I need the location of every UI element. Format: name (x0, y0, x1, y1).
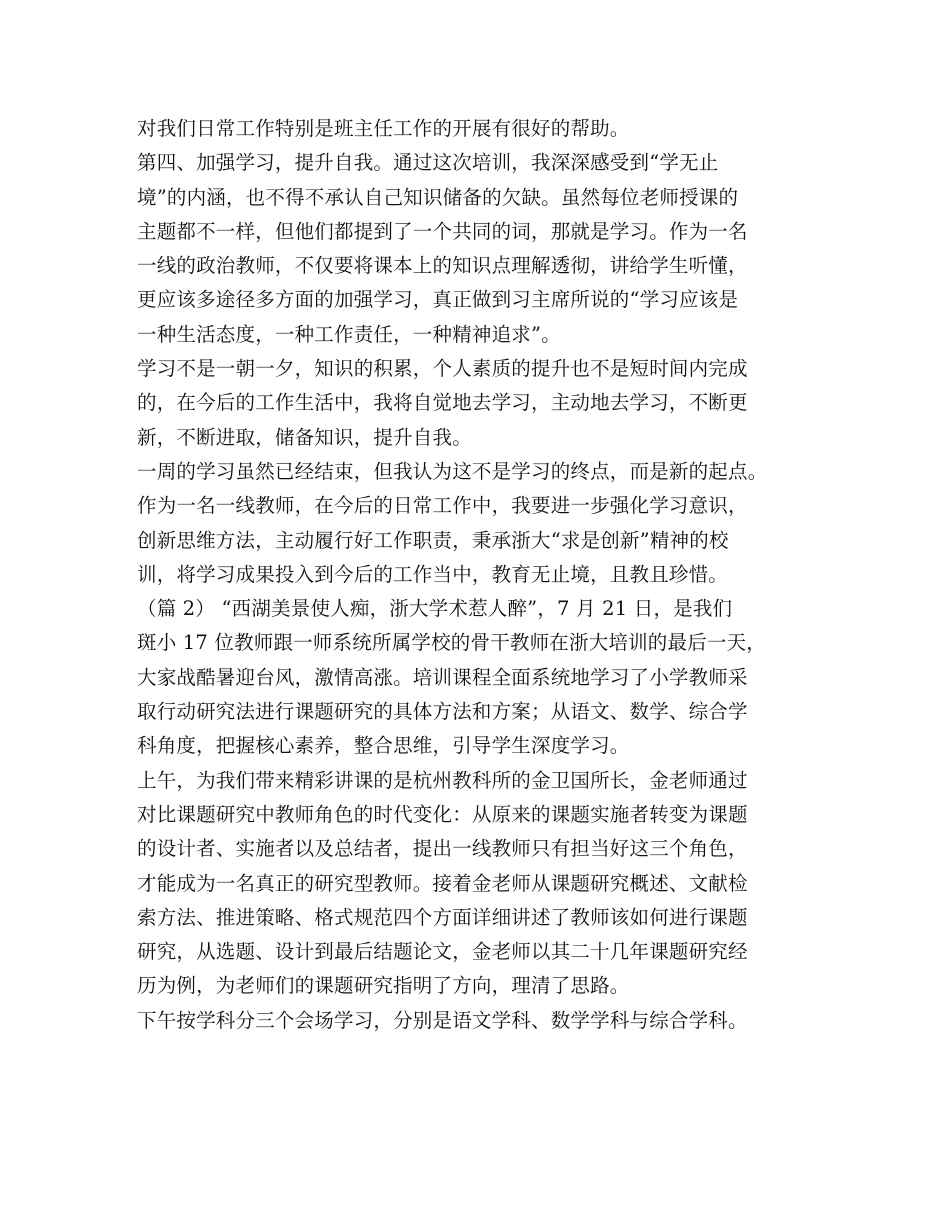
text-line: 历为例，为老师们的课题研究指明了方向，理清了思路。 (137, 974, 630, 998)
text-line: 的，在今后的工作生活中，我将自觉地去学习，主动地去学习，不断更 (137, 391, 748, 415)
text-line: 境”的内涵，也不得不承认自己知识储备的欠缺。虽然每位老师授课的 (137, 185, 739, 209)
text-line: 创新思维方法，主动履行好工作职责，秉承浙大“求是创新”精神的校 (137, 528, 729, 552)
text-line: 下午按学科分三个会场学习，分别是语文学科、数学学科与综合学科。 (137, 1008, 748, 1032)
text-line: 一周的学习虽然已经结束，但我认为这不是学习的终点，而是新的起点。 (137, 459, 768, 483)
text-line: 对我们日常工作特别是班主任工作的开展有很好的帮助。 (137, 117, 630, 140)
text-line: 科角度，把握核心素养，整合思维，引导学生深度学习。 (137, 734, 630, 758)
text-line: 索方法、推进策略、格式规范四个方面详细讲述了教师该如何进行课题 (137, 905, 748, 929)
text-line: 取行动研究法进行课题研究的具体方法和方案；从语文、数学、综合学 (137, 700, 748, 724)
text-line: 斑小 17 位教师跟一师系统所属学校的骨干教师在浙大培训的最后一天， (137, 631, 767, 655)
text-line: 一种生活态度，一种工作责任，一种精神追求”。 (137, 322, 561, 346)
text-line: 主题都不一样，但他们都提到了一个共同的词，那就是学习。作为一名 (137, 219, 748, 243)
text-line: 才能成为一名真正的研究型教师。接着金老师从课题研究概述、文献检 (137, 871, 748, 895)
document-body (137, 112, 827, 1038)
text-line: 一线的政治教师，不仅要将课本上的知识点理解透彻，讲给学生听懂， (137, 254, 748, 278)
text-line: 第四、加强学习，提升自我。通过这次培训，我深深感受到“学无止 (137, 151, 719, 175)
text-line: 大家战酷暑迎台风，激情高涨。培训课程全面系统地学习了小学教师采 (137, 665, 748, 689)
text-line: 学习不是一朝一夕，知识的积累，个人素质的提升也不是短时间内完成 (137, 357, 748, 381)
text-line: 训，将学习成果投入到今后的工作当中，教育无止境，且教且珍惜。 (137, 562, 729, 586)
text-line: 的设计者、实施者以及总结者，提出一线教师只有担当好这三个角色， (137, 837, 748, 861)
text-line: 对比课题研究中教师角色的时代变化：从原来的课题实施者转变为课题 (137, 802, 748, 826)
text-line: 新，不断进取，储备知识，提升自我。 (137, 425, 472, 449)
text-line: 更应该多途径多方面的加强学习，真正做到习主席所说的“学习应该是 (137, 288, 739, 312)
text-line: 作为一名一线教师，在今后的日常工作中，我要进一步强化学习意识， (137, 494, 748, 518)
text-line: （篇 2） “西湖美景使人痴，浙大学术惹人醉”，7 月 21 日，是我们 (137, 597, 733, 621)
text-line: 研究，从选题、设计到最后结题论文，金老师以其二十几年课题研究经 (137, 940, 748, 964)
text-line: 上午，为我们带来精彩讲课的是杭州教科所的金卫国所长，金老师通过 (137, 768, 748, 792)
